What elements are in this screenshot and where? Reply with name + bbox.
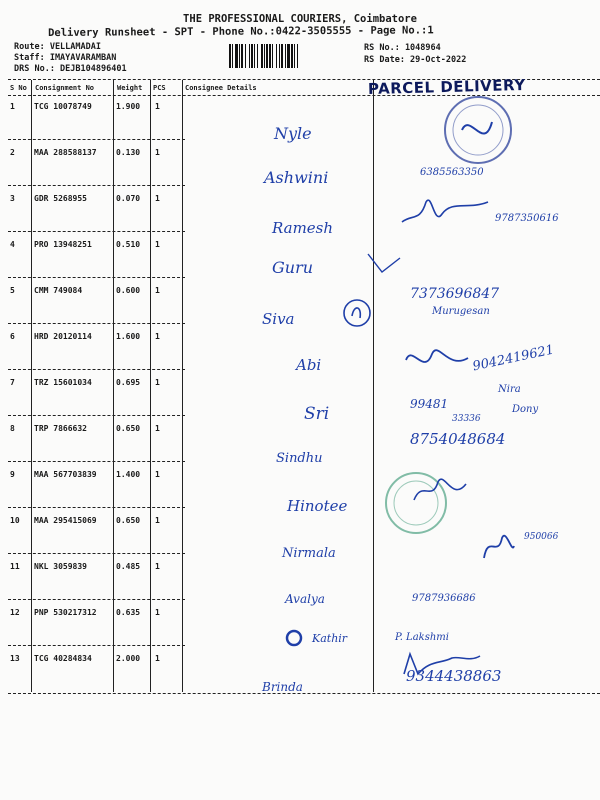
handwritten-note: P. Lakshmi [395,632,449,643]
column-header-consignee: Consignee Details [185,84,257,92]
row-pcs: 1 [155,148,160,157]
row-weight: 0.650 [116,516,141,525]
row-pcs: 1 [155,562,160,571]
row-sno: 8 [10,424,15,433]
row-rule [8,277,185,278]
barcode [229,44,357,68]
row-weight: 1.900 [116,102,141,111]
row-weight: 1.400 [116,470,141,479]
consignee-name: Ramesh [272,219,334,237]
barcode-bar [298,44,299,68]
rs-date: RS Date: 29-Oct-2022 [364,55,467,65]
handwritten-note: Murugesan [432,306,490,317]
phone-number: 9787936686 [412,593,476,604]
consignee-name: Sri [304,404,330,424]
row-sno: 3 [10,194,15,203]
consignee-name: Ashwini [264,168,329,187]
row-consignment: CMM 749084 [34,286,83,295]
row-rule [8,645,185,646]
row-sno: 10 [10,516,20,525]
row-sno: 5 [10,286,15,295]
row-sno: 1 [10,102,15,111]
row-consignment: TCG 40284834 [34,654,92,663]
column-header-weight: Weight [117,84,143,92]
row-rule [8,323,185,324]
table-row [0,424,600,474]
row-consignment: PNP 530217312 [34,608,97,617]
scribble-icon [340,296,374,330]
phone-number: 99481 [410,397,449,411]
row-weight: 0.650 [116,424,141,433]
consignee-name: Avalya [285,592,325,606]
row-rule [8,507,185,508]
consignee-name: Nirmala [282,546,336,561]
staff-label: Staff: IMAYAVARAMBAN [14,53,117,63]
phone-number: 9344438863 [406,667,502,685]
row-pcs: 1 [155,102,160,111]
consignee-name: Abi [296,356,322,374]
row-pcs: 1 [155,286,160,295]
row-pcs: 1 [155,516,160,525]
row-sno: 9 [10,470,15,479]
row-weight: 0.635 [116,608,141,617]
table-row [0,286,600,336]
row-weight: 2.000 [116,654,141,663]
phone-number: 33336 [452,414,481,424]
consignee-name: Hinotee [287,497,348,515]
consignee-name: Brinda [262,680,303,694]
consignee-name: Nyle [274,124,312,143]
row-pcs: 1 [155,654,160,663]
row-pcs: 1 [155,194,160,203]
row-pcs: 1 [155,424,160,433]
row-pcs: 1 [155,608,160,617]
row-rule [8,461,185,462]
row-sno: 7 [10,378,15,387]
phone-number: 7373696847 [410,286,500,302]
row-pcs: 1 [155,332,160,341]
parcel-delivery-stamp: PARCEL DELIVERY [367,75,526,99]
row-pcs: 1 [155,378,160,387]
row-pcs: 1 [155,470,160,479]
phone-number: 9787350616 [495,213,559,224]
row-weight: 0.130 [116,148,141,157]
rs-number: RS No.: 1048964 [364,43,441,53]
row-sno: 4 [10,240,15,249]
column-header-sno: S No [10,84,27,92]
row-sno: 13 [10,654,20,663]
row-rule [8,185,185,186]
handwritten-note: Dony [512,404,539,415]
route-label: Route: VELLAMADAI [14,42,101,52]
row-rule [8,415,185,416]
check-mark-icon [364,250,404,280]
handwritten-note: Nira [498,384,521,395]
scribble-icon [283,627,305,649]
row-consignment: GDR 5268955 [34,194,87,203]
phone-number: 950066 [524,532,559,542]
signature-icon [398,192,494,232]
drs-number: DRS No.: DEJB104896401 [14,64,127,74]
row-rule [8,231,185,232]
row-weight: 1.600 [116,332,141,341]
row-consignment: NKL 3059839 [34,562,87,571]
consignee-name: Siva [262,310,295,328]
phone-number: 8754048684 [410,430,506,448]
row-weight: 0.695 [116,378,141,387]
row-consignment: HRD 20120114 [34,332,92,341]
consignee-name: Kathir [312,632,348,645]
row-weight: 0.600 [116,286,141,295]
row-rule [8,599,185,600]
row-consignment: PRO 13948251 [34,240,92,249]
row-consignment: MAA 567703839 [34,470,97,479]
row-weight: 0.070 [116,194,141,203]
row-weight: 0.510 [116,240,141,249]
row-sno: 2 [10,148,15,157]
column-header-consignment: Consignment No [35,84,95,92]
row-consignment: TCG 10078749 [34,102,92,111]
row-rule [8,553,185,554]
row-sno: 11 [10,562,20,571]
row-sno: 6 [10,332,15,341]
row-consignment: TRZ 15601034 [34,378,92,387]
row-consignment: TRP 7866632 [34,424,87,433]
signature-icon [478,528,518,564]
signature-icon [402,340,472,380]
table-row [0,654,600,704]
row-consignment: MAA 288588137 [34,148,97,157]
row-sno: 12 [10,608,20,617]
row-rule [8,139,185,140]
signature-icon [410,470,470,510]
row-weight: 0.485 [116,562,141,571]
row-rule [8,369,185,370]
runsheet-subtitle: Delivery Runsheet - SPT - Phone No.:0422-3505555 - Page No.:1 [48,24,434,39]
consignee-name: Sindhu [276,451,323,466]
page-title: THE PROFESSIONAL COURIERS, Coimbatore [183,13,417,25]
row-pcs: 1 [155,240,160,249]
column-header-pcs: PCS [153,84,166,92]
phone-number: 9042419621 [471,342,556,375]
phone-number: 6385563350 [420,167,484,178]
round-seal-icon [440,92,516,168]
row-consignment: MAA 295415069 [34,516,97,525]
consignee-name: Guru [272,258,314,277]
